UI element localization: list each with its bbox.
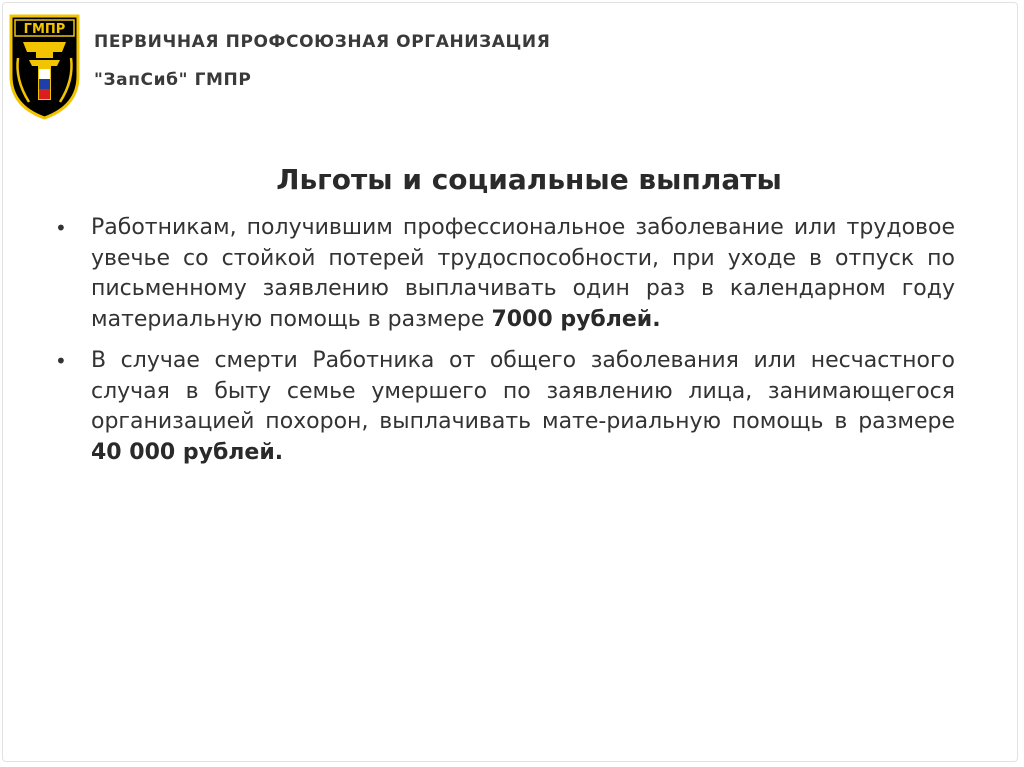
bullet-item	[53, 213, 955, 335]
bullet-body: Работникам, получившим профессиональное заболевание или трудовое увечье со стойкой потерей трудоспособности, при уходе в отпуск по письменному заявлению выплачивать один раз в календарном году материальную помощь в размере	[91, 215, 955, 332]
bullet-amount: 40 000 рублей.	[91, 439, 284, 465]
bullet-text	[91, 215, 955, 332]
bullet-dot: •	[55, 216, 67, 240]
org-name-line1: ПЕРВИЧНАЯ ПРОФСОЮЗНАЯ ОРГАНИЗАЦИЯ	[94, 32, 551, 52]
flag-white	[39, 69, 50, 79]
bullet-dot: •	[55, 349, 67, 373]
logo-ladle	[23, 42, 66, 52]
bullet-text	[91, 348, 955, 465]
union-logo	[9, 14, 80, 120]
slide-title: Льготы и социальные выплаты	[276, 163, 782, 196]
bullet-amount: 7000 рублей.	[491, 306, 661, 332]
logo-text: ГМПР	[23, 22, 66, 37]
flag-blue	[39, 79, 50, 89]
flag-red	[39, 89, 50, 99]
bullet-item	[53, 346, 955, 468]
org-name-line2: "ЗапСиб" ГМПР	[94, 70, 252, 90]
bullet-list	[53, 213, 955, 468]
bullet-body: В случае смерти Работника от общего заболевания или несчастного случая в быту семье умершего по заявлению лица, занимающегося организацией похорон, выплачивать мате-риальную помощь в размере	[91, 348, 955, 434]
